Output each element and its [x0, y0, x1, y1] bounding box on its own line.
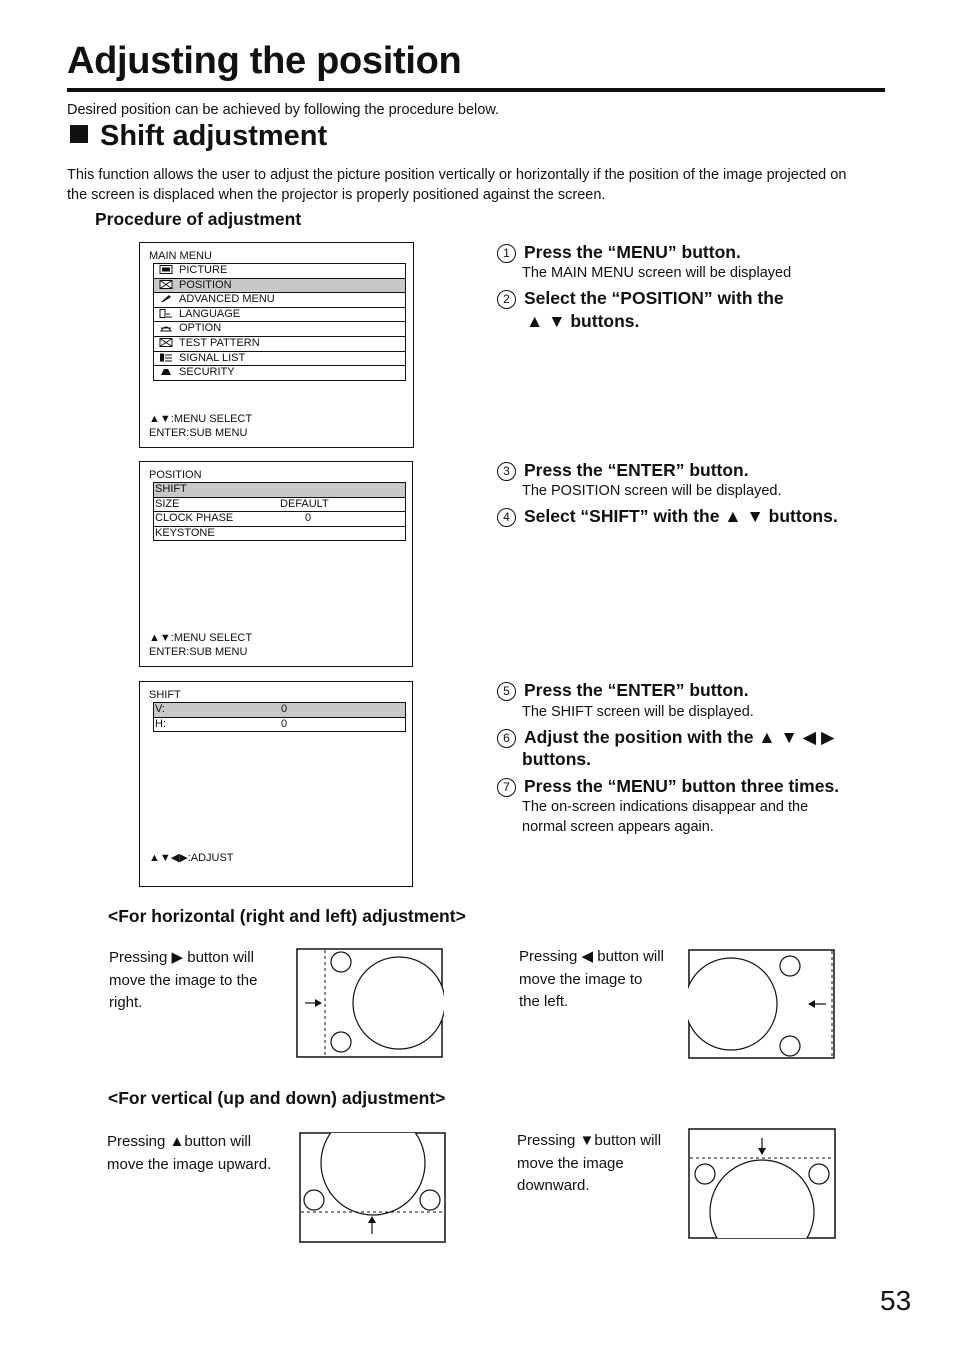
- caption-up: Pressing ▲button will move the image upward.: [107, 1133, 272, 1173]
- option-icon: [159, 323, 173, 332]
- osd-title: MAIN MENU: [149, 250, 212, 262]
- osd-menu-item: TEST PATTERN: [154, 337, 405, 352]
- step-1-note: The MAIN MENU screen will be displayed: [522, 265, 792, 281]
- diagram-shift-left: [688, 949, 836, 1060]
- step-7: 7 Press the “MENU” button three times.: [497, 776, 839, 797]
- step-number: 2: [497, 290, 516, 309]
- step-7-note: The on-screen indications disappear and the normal screen appears again.: [522, 799, 809, 835]
- advanced-menu-icon: [159, 294, 173, 303]
- step-6-continued: buttons.: [522, 749, 592, 769]
- osd-menu-item: CLOCK PHASE 0: [154, 512, 405, 527]
- osd-main-menu: [139, 242, 414, 448]
- osd-footer: ▲▼:MENU SELECT ENTER:SUB MENU: [149, 413, 253, 439]
- caption-down: Pressing ▼button will move the image downward.: [517, 1132, 662, 1194]
- osd-menu-item-selected: SHIFT: [154, 483, 405, 498]
- section-title: Shift adjustment: [100, 120, 328, 152]
- section-description: This function allows the user to adjust the picture position vertically or horizontally if the position of the image projected on the screen is displaced when the projector is properly positioned against the screen.: [67, 167, 847, 203]
- step-2-continued: ▲ ▼ buttons.: [526, 311, 640, 331]
- picture-icon: [159, 265, 173, 274]
- osd-footer: ▲▼◀▶:ADJUST: [149, 852, 234, 864]
- osd-menu-item: ADVANCED MENU: [154, 293, 405, 308]
- position-icon: [159, 280, 173, 289]
- step-number: 4: [497, 508, 516, 527]
- osd-menu-list: [153, 263, 406, 381]
- signal-list-icon: [159, 353, 173, 362]
- step-6: 6 Adjust the position with the ▲ ▼ ◀ ▶: [497, 727, 834, 748]
- page-number: 53: [880, 1285, 912, 1316]
- security-icon: [159, 367, 173, 376]
- osd-menu-item: KEYSTONE: [154, 527, 405, 542]
- osd-menu-item-selected: POSITION: [154, 279, 405, 294]
- test-pattern-icon: [159, 338, 173, 347]
- osd-menu-item: SIZE DEFAULT: [154, 498, 405, 513]
- page-title: Adjusting the position: [67, 40, 462, 82]
- title-rule: [67, 88, 885, 92]
- step-4: 4 Select “SHIFT” with the ▲ ▼ buttons.: [497, 506, 838, 527]
- step-number: 6: [497, 729, 516, 748]
- step-2: 2 Select the “POSITION” with the: [497, 288, 784, 309]
- osd-title: POSITION: [149, 469, 202, 481]
- osd-title: SHIFT: [149, 689, 181, 701]
- osd-menu-item: SECURITY: [154, 366, 405, 381]
- intro-text: Desired position can be achieved by following the procedure below.: [67, 102, 500, 118]
- vertical-heading: <For vertical (up and down) adjustment>: [108, 1088, 446, 1108]
- osd-menu-item: LANGUAGE: [154, 308, 405, 323]
- step-1: 1 Press the “MENU” button.: [497, 242, 741, 263]
- osd-menu-item: H: 0: [154, 718, 405, 733]
- language-icon: [159, 309, 173, 318]
- caption-left: Pressing ◀ button will move the image to the left.: [519, 948, 664, 1010]
- step-5-note: The SHIFT screen will be displayed.: [522, 704, 754, 720]
- osd-menu-list: [153, 702, 406, 732]
- caption-right: Pressing ▶ button will move the image to the right.: [109, 949, 258, 1011]
- diagram-shift-up: [299, 1132, 447, 1244]
- step-number: 1: [497, 244, 516, 263]
- step-number: 3: [497, 462, 516, 481]
- osd-menu-item-selected: V: 0: [154, 703, 405, 718]
- osd-menu-item: SIGNAL LIST: [154, 352, 405, 367]
- section-heading: [70, 120, 327, 153]
- step-3-note: The POSITION screen will be displayed.: [522, 483, 782, 499]
- osd-menu-item: PICTURE: [154, 264, 405, 279]
- step-3: 3 Press the “ENTER” button.: [497, 460, 749, 481]
- osd-position-menu: [139, 461, 413, 667]
- procedure-heading: Procedure of adjustment: [95, 209, 302, 229]
- diagram-shift-down: [688, 1128, 837, 1240]
- step-5: 5 Press the “ENTER” button.: [497, 680, 749, 701]
- step-number: 5: [497, 682, 516, 701]
- osd-shift-menu: [139, 681, 413, 887]
- diagram-shift-right: [296, 948, 444, 1059]
- square-bullet-icon: [70, 125, 88, 143]
- osd-menu-item: OPTION: [154, 322, 405, 337]
- step-number: 7: [497, 778, 516, 797]
- osd-menu-list: [153, 482, 406, 541]
- horizontal-heading: <For horizontal (right and left) adjustment>: [108, 906, 466, 926]
- osd-footer: ▲▼:MENU SELECT ENTER:SUB MENU: [149, 632, 253, 658]
